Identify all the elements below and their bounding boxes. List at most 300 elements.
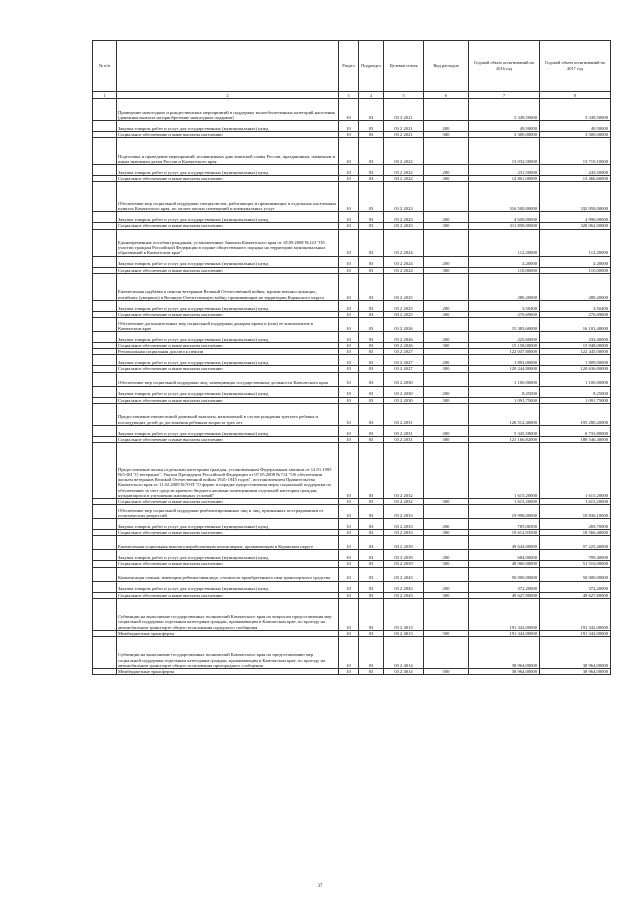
cell-vid: 200	[424, 256, 469, 267]
cell-statya: 03 2 2025	[384, 311, 424, 317]
cell-vid: 200	[424, 212, 469, 223]
cell-statya: 03 2 4014	[384, 669, 424, 675]
cell-vid: 300	[424, 223, 469, 229]
cell-razdel: 10	[339, 182, 359, 212]
cell-vid: 300	[424, 343, 469, 349]
cell-vid: 200	[424, 300, 469, 311]
cell-name: Обеспечение мер социальной поддержки лиц, замещающих государственные должности Камчатского края	[117, 372, 339, 386]
cell-razdel: 10	[339, 99, 359, 121]
cell-index	[93, 581, 117, 592]
cell-statya: 03 2 2023	[384, 212, 424, 223]
cell-razdel: 10	[339, 561, 359, 567]
cell-podrazdel: 03	[359, 349, 384, 355]
cell-2017: 233,40000	[540, 332, 611, 343]
cell-2016: 5 345,58000	[469, 425, 540, 436]
cell-vid	[424, 273, 469, 300]
cell-2016: 15 383,60000	[469, 318, 540, 332]
cell-razdel: 10	[339, 386, 359, 397]
cell-razdel: 10	[339, 366, 359, 372]
cell-name: Компенсация семьям, имеющим ребенка-инвалида, стоимости приобретенного ими транспортного средства	[117, 567, 339, 581]
cell-podrazdel: 03	[359, 311, 384, 317]
table-row	[93, 300, 611, 311]
cell-2017: 8,25000	[540, 386, 611, 397]
cell-razdel: 10	[339, 550, 359, 561]
cell-podrazdel: 03	[359, 138, 384, 165]
cell-name: Закупка товаров, работ и услуг для государственных (муниципальных) нужд	[117, 550, 339, 561]
cell-index	[93, 669, 117, 675]
cell-2016: 38 964,00000	[469, 669, 540, 675]
header-name	[117, 41, 339, 92]
table-row	[93, 138, 611, 165]
cell-vid	[424, 403, 469, 425]
cell-podrazdel: 03	[359, 397, 384, 403]
cell-2017: 38 964,00000	[540, 669, 611, 675]
cell-vid	[424, 505, 469, 519]
table-row	[93, 519, 611, 530]
cell-vid	[424, 536, 469, 550]
column-number-row	[93, 92, 611, 99]
cell-index	[93, 212, 117, 223]
cell-vid	[424, 318, 469, 332]
cell-vid: 300	[424, 592, 469, 598]
cell-name: Социальное обеспечение и иные выплаты населению	[117, 530, 339, 536]
cell-vid: 200	[424, 121, 469, 132]
cell-2017: 276,69600	[540, 311, 611, 317]
cell-2016: 15 158,00000	[469, 343, 540, 349]
cell-name: Социальное обеспечение и иные выплаты населению	[117, 366, 339, 372]
cell-name: Социальное обеспечение и иные выплаты населению	[117, 176, 339, 182]
cell-vid: 200	[424, 332, 469, 343]
cell-2016: 1 100,00000	[469, 372, 540, 386]
cell-statya: 03 2 2022	[384, 165, 424, 176]
col-number: 3	[339, 92, 359, 99]
cell-razdel: 10	[339, 212, 359, 223]
cell-razdel: 10	[339, 372, 359, 386]
cell-2016: 110,00000	[469, 267, 540, 273]
cell-razdel: 10	[339, 138, 359, 165]
cell-vid: 200	[424, 386, 469, 397]
cell-statya: 03 2 2027	[384, 355, 424, 366]
cell-podrazdel: 03	[359, 505, 384, 519]
cell-2016: 3,50400	[469, 300, 540, 311]
cell-2016: 372,20000	[469, 581, 540, 592]
cell-2017: 1 615,20000	[540, 443, 611, 499]
cell-razdel: 10	[339, 598, 359, 630]
cell-vid	[424, 567, 469, 581]
cell-podrazdel: 03	[359, 121, 384, 132]
cell-podrazdel: 03	[359, 630, 384, 636]
cell-statya: 03 2 2024	[384, 229, 424, 256]
cell-vid	[424, 229, 469, 256]
cell-statya: 03 2 2033	[384, 530, 424, 536]
cell-name: Субвенции на выполнение государственных полномочий Камчатского края по предоставлению мер социальной поддержки отдельным категориям граждан, проживающим в Камчатском крае, по проезду на автомобильном транспорте общего пользования пригородного сообщения	[117, 637, 339, 669]
cell-razdel: 10	[339, 530, 359, 536]
cell-index	[93, 182, 117, 212]
cell-vid: 300	[424, 397, 469, 403]
cell-2017: 709,40000	[540, 550, 611, 561]
cell-statya: 03 2 2023	[384, 223, 424, 229]
cell-statya: 03 2 2026	[384, 332, 424, 343]
cell-podrazdel: 03	[359, 386, 384, 397]
cell-podrazdel: 03	[359, 229, 384, 256]
cell-vid: 200	[424, 550, 469, 561]
cell-podrazdel: 03	[359, 223, 384, 229]
col-number: 7	[469, 92, 540, 99]
cell-statya: 03 2 2024	[384, 267, 424, 273]
cell-statya: 03 2 2030	[384, 372, 424, 386]
cell-vid	[424, 598, 469, 630]
budget-sheet	[92, 40, 610, 675]
cell-name: Закупка товаров, работ и услуг для государственных (муниципальных) нужд	[117, 581, 339, 592]
cell-razdel: 10	[339, 630, 359, 636]
cell-2017: 1 809,00000	[540, 355, 611, 366]
cell-statya: 03 2 2039	[384, 561, 424, 567]
header-number: № п/п	[93, 41, 117, 92]
cell-podrazdel: 03	[359, 530, 384, 536]
cell-vid: 300	[424, 176, 469, 182]
cell-2017: 4 896,00000	[540, 212, 611, 223]
cell-name: Закупка товаров, работ и услуг для государственных (муниципальных) нужд	[117, 212, 339, 223]
cell-razdel: 10	[339, 223, 359, 229]
cell-index	[93, 121, 117, 132]
cell-razdel: 10	[339, 343, 359, 349]
table-row	[93, 256, 611, 267]
cell-vid: 300	[424, 561, 469, 567]
cell-vid	[424, 138, 469, 165]
cell-podrazdel: 03	[359, 300, 384, 311]
cell-2017: 120 636,00000	[540, 366, 611, 372]
cell-podrazdel: 03	[359, 355, 384, 366]
cell-razdel: 10	[339, 318, 359, 332]
cell-index	[93, 443, 117, 499]
cell-statya: 03 2 2031	[384, 403, 424, 425]
cell-2016: 49 644,00000	[469, 536, 540, 550]
cell-2017: 1 615,20000	[540, 499, 611, 505]
cell-name: Предоставление жилья отдельным категориям граждан, установленным Федеральным законом от 12.01.1995 №5-ФЗ "О ветеранах", Указом Президента Российской Федерации от 07.05.2008 №714 "Об обеспечении жильем ветеранов Великой Отечественной войны 1941-1945 годов", постановлением Правительства Камчатского края от 11.02.2009 №70-П "О форме и порядке предоставления меры социальной поддержки по обеспечению за счет средств краевого бюджета жилыми помещениями отдельной категории граждан, нуждающихся в улучшении жилищных условий"	[117, 443, 339, 499]
header-statya: Целевая статья	[384, 41, 424, 92]
cell-2017: 112,20000	[540, 229, 611, 256]
cell-vid: 200	[424, 425, 469, 436]
cell-2017: 195 280,20000	[540, 403, 611, 425]
cell-name: Закупка товаров, работ и услуг для государственных (муниципальных) нужд	[117, 332, 339, 343]
cell-name: Социальное обеспечение и иные выплаты населению	[117, 592, 339, 598]
cell-statya: 03 2 2022	[384, 138, 424, 165]
cell-2017: 6 733,80000	[540, 425, 611, 436]
cell-podrazdel: 03	[359, 669, 384, 675]
cell-index	[93, 425, 117, 436]
cell-name: Ежемесячная социальная выплата неработающим пенсионерам, проживающим в Корякском округе	[117, 536, 339, 550]
cell-podrazdel: 03	[359, 165, 384, 176]
cell-index	[93, 99, 117, 121]
cell-2017: 13 466,60000	[540, 176, 611, 182]
cell-name: Обеспечение мер социальной поддержки реабилитированных лиц и лиц, признанных пострадавшими от политических репрессий	[117, 505, 339, 519]
cell-index	[93, 273, 117, 300]
cell-2017: 3 349,50000	[540, 99, 611, 121]
cell-podrazdel: 03	[359, 343, 384, 349]
cell-statya: 03 2 2023	[384, 182, 424, 212]
cell-statya: 03 2 2021	[384, 132, 424, 138]
cell-razdel: 10	[339, 499, 359, 505]
cell-statya: 03 2 2030	[384, 397, 424, 403]
cell-2017: 49,50000	[540, 121, 611, 132]
cell-name: Социальное обеспечение и иные выплаты населению	[117, 267, 339, 273]
cell-statya: 03 2 2026	[384, 318, 424, 332]
cell-name: Социальное обеспечение и иные выплаты населению	[117, 223, 339, 229]
cell-statya: 03 2 4013	[384, 630, 424, 636]
cell-name: Обеспечение дополнительных мер социальной поддержки донорам крови и (или) ее компонентов в Камчатском крае	[117, 318, 339, 332]
cell-statya: 03 2 2043	[384, 581, 424, 592]
table-row	[93, 229, 611, 256]
cell-podrazdel: 03	[359, 372, 384, 386]
col-number: 6	[424, 92, 469, 99]
cell-statya: 03 2 2043	[384, 592, 424, 598]
cell-name: Социальное обеспечение и иные выплаты населению	[117, 397, 339, 403]
cell-statya: 03 2 2032	[384, 499, 424, 505]
cell-statya: 03 2 2039	[384, 550, 424, 561]
cell-razdel: 10	[339, 567, 359, 581]
cell-podrazdel: 03	[359, 567, 384, 581]
cell-vid	[424, 443, 469, 499]
cell-name: Межбюджетные трансферты	[117, 669, 339, 675]
cell-statya: 03 2 2031	[384, 425, 424, 436]
cell-2017: 3 300,00000	[540, 132, 611, 138]
cell-name: Закупка товаров, работ и услуг для государственных (муниципальных) нужд	[117, 386, 339, 397]
cell-2016: 121 166,82000	[469, 436, 540, 442]
cell-podrazdel: 03	[359, 499, 384, 505]
cell-index	[93, 386, 117, 397]
cell-2016: 191 342,00000	[469, 630, 540, 636]
cell-2016: 785,06500	[469, 519, 540, 530]
cell-podrazdel: 03	[359, 366, 384, 372]
cell-name: Ежемесячная надбавка к пенсии ветеранам Великой Отечественной войны, вдовам военнослужащих, погибших (умерших) в Великую Отечественную войну, проживающим на территории Корякского округа	[117, 273, 339, 300]
cell-2016: 1 615,20000	[469, 499, 540, 505]
cell-index	[93, 165, 117, 176]
cell-index	[93, 550, 117, 561]
cell-name: Закупка товаров, работ и услуг для государственных (муниципальных) нужд	[117, 300, 339, 311]
header-podrazdel: Подраздел	[359, 41, 384, 92]
table-row	[93, 121, 611, 132]
cell-2016: 3 300,00000	[469, 132, 540, 138]
cell-name: Межбюджетные трансферты	[117, 630, 339, 636]
cell-2017: 15 948,00000	[540, 343, 611, 349]
cell-index	[93, 519, 117, 530]
table-row	[93, 443, 611, 499]
cell-razdel: 10	[339, 436, 359, 442]
cell-statya: 03 2 2025	[384, 300, 424, 311]
cell-vid	[424, 182, 469, 212]
cell-name: Социальное обеспечение и иные выплаты населению	[117, 343, 339, 349]
table-row	[93, 598, 611, 630]
table-row	[93, 403, 611, 425]
cell-2016: 19 612,93500	[469, 530, 540, 536]
cell-razdel: 10	[339, 397, 359, 403]
cell-2017: 191 342,00000	[540, 598, 611, 630]
cell-2016: 2,20000	[469, 256, 540, 267]
cell-statya: 03 2 2025	[384, 273, 424, 300]
cell-2016: 50 000,00000	[469, 567, 540, 581]
cell-2016: 122 047,80000	[469, 349, 540, 355]
cell-podrazdel: 03	[359, 436, 384, 442]
cell-name: Закупка товаров, работ и услуг для государственных (муниципальных) нужд	[117, 519, 339, 530]
cell-vid: 200	[424, 355, 469, 366]
cell-2017: 191 342,00000	[540, 630, 611, 636]
cell-vid	[424, 637, 469, 669]
cell-podrazdel: 03	[359, 318, 384, 332]
cell-razdel: 10	[339, 300, 359, 311]
cell-2017: 280,20000	[540, 273, 611, 300]
cell-2016: 225,60000	[469, 332, 540, 343]
cell-2017: 1 091,75000	[540, 397, 611, 403]
cell-razdel: 10	[339, 592, 359, 598]
cell-name: Субвенции на выполнение государственных полномочий Камчатского края по вопросам предоставления мер социальной поддержки отдельным категориям граждан, проживающим в Камчатском крае, по проезду на автомобильном транспорте общего пользования городского сообщения	[117, 598, 339, 630]
cell-statya: 03 2 2033	[384, 505, 424, 519]
cell-vid: 300	[424, 436, 469, 442]
cell-razdel: 10	[339, 637, 359, 669]
cell-2017: 1 100,00000	[540, 372, 611, 386]
cell-podrazdel: 03	[359, 403, 384, 425]
cell-2017: 332 958,00000	[540, 182, 611, 212]
cell-razdel: 10	[339, 229, 359, 256]
table-row	[93, 273, 611, 300]
cell-razdel: 10	[339, 256, 359, 267]
cell-2016: 13 032,50000	[469, 138, 540, 165]
budget-table	[92, 40, 611, 675]
cell-razdel: 10	[339, 121, 359, 132]
cell-statya: 03 2 2021	[384, 99, 424, 121]
cell-name: Закупка товаров, работ и услуг для государственных (муниципальных) нужд	[117, 355, 339, 366]
cell-vid: 300	[424, 311, 469, 317]
table-row	[93, 550, 611, 561]
cell-razdel: 10	[339, 332, 359, 343]
table-row	[93, 182, 611, 212]
cell-razdel: 10	[339, 403, 359, 425]
cell-razdel: 10	[339, 536, 359, 550]
cell-podrazdel: 03	[359, 443, 384, 499]
cell-2016: 49 627,80000	[469, 592, 540, 598]
cell-vid: 300	[424, 530, 469, 536]
cell-index	[93, 256, 117, 267]
col-number: 4	[359, 92, 384, 99]
cell-2017: 50 000,00000	[540, 567, 611, 581]
header-razdel: Раздел	[339, 41, 359, 92]
table-row	[93, 669, 611, 675]
cell-vid: 200	[424, 165, 469, 176]
cell-vid: 200	[424, 581, 469, 592]
cell-name: Закупка товаров, работ и услуг для государственных (муниципальных) нужд	[117, 121, 339, 132]
header-vid: Вид расходов	[424, 41, 469, 92]
cell-razdel: 10	[339, 273, 359, 300]
cell-statya: 03 2 2033	[384, 519, 424, 530]
cell-2016: 48 960,00000	[469, 561, 540, 567]
header-row	[93, 41, 611, 92]
cell-podrazdel: 03	[359, 267, 384, 273]
cell-podrazdel: 03	[359, 256, 384, 267]
cell-razdel: 10	[339, 443, 359, 499]
cell-podrazdel: 03	[359, 332, 384, 343]
table-row	[93, 505, 611, 519]
cell-index	[93, 403, 117, 425]
cell-2016: 38 964,00000	[469, 637, 540, 669]
cell-name: Подготовка и проведение мероприятий, посвященных дню воинской славы России, праздничным, памятным и иным значимым датам России и Камчатского края	[117, 138, 339, 165]
cell-2016: 1 091,75000	[469, 397, 540, 403]
table-row	[93, 386, 611, 397]
table-row	[93, 355, 611, 366]
cell-2016: 191 342,00000	[469, 598, 540, 630]
cell-2016: 684,00000	[469, 550, 540, 561]
cell-2016: 19 998,00000	[469, 505, 540, 519]
cell-podrazdel: 03	[359, 592, 384, 598]
table-row	[93, 581, 611, 592]
cell-2016: 316 500,00000	[469, 182, 540, 212]
cell-name: Проведение новогодних и рождественских мероприятий в поддержку малообеспеченных категорий населения (денежная выплата на приобретение новогодних подарков)	[117, 99, 339, 121]
cell-name: Предоставление ежемесячной денежной выплаты, назначаемой в случае рождения третьего ребенка и последующих детей до достижения ребенком возраста трех лет	[117, 403, 339, 425]
cell-statya: 03 2 2024	[384, 256, 424, 267]
cell-2017: 16 181,40000	[540, 318, 611, 332]
cell-2017: 188 546,40000	[540, 436, 611, 442]
cell-2016: 4 650,00000	[469, 212, 540, 223]
cell-razdel: 10	[339, 505, 359, 519]
cell-2017: 110,00000	[540, 267, 611, 273]
cell-name: Социальное обеспечение и иные выплаты населению	[117, 132, 339, 138]
cell-podrazdel: 03	[359, 182, 384, 212]
cell-statya: 03 2 2031	[384, 436, 424, 442]
cell-razdel: 10	[339, 581, 359, 592]
cell-2016: 8,25000	[469, 386, 540, 397]
cell-2017: 2,20000	[540, 256, 611, 267]
cell-vid: 500	[424, 669, 469, 675]
cell-2017: 328 062,00000	[540, 223, 611, 229]
cell-2016: 280,20000	[469, 273, 540, 300]
col-number: 2	[117, 92, 339, 99]
cell-podrazdel: 03	[359, 550, 384, 561]
cell-2016: 1 615,20000	[469, 443, 540, 499]
header-2017: Годовой объем ассигнований на 2017 год	[540, 41, 611, 92]
cell-vid: 500	[424, 630, 469, 636]
page-number: 37	[317, 884, 323, 889]
cell-podrazdel: 03	[359, 519, 384, 530]
cell-index	[93, 138, 117, 165]
table-row	[93, 637, 611, 669]
cell-vid: 300	[424, 132, 469, 138]
cell-index	[93, 318, 117, 332]
cell-name: Социальное обеспечение и иные выплаты населению	[117, 311, 339, 317]
cell-statya: 03 2 2039	[384, 536, 424, 550]
cell-2016: 231,50000	[469, 165, 540, 176]
table-row	[93, 165, 611, 176]
cell-razdel: 10	[339, 425, 359, 436]
cell-name: Социальное обеспечение и иные выплаты населению	[117, 499, 339, 505]
cell-vid: 300	[424, 267, 469, 273]
table-row	[93, 372, 611, 386]
cell-index	[93, 372, 117, 386]
cell-podrazdel: 03	[359, 536, 384, 550]
cell-name: Социальное обеспечение и иные выплаты населению	[117, 436, 339, 442]
cell-statya: 03 2 2022	[384, 176, 424, 182]
cell-name: Закупка товаров, работ и услуг для государственных (муниципальных) нужд	[117, 425, 339, 436]
table-row	[93, 536, 611, 550]
cell-index	[93, 332, 117, 343]
cell-index	[93, 300, 117, 311]
cell-index	[93, 567, 117, 581]
cell-statya: 03 2 2021	[384, 121, 424, 132]
cell-razdel: 10	[339, 519, 359, 530]
cell-razdel: 10	[339, 355, 359, 366]
cell-statya: 03 2 4014	[384, 637, 424, 669]
table-row	[93, 318, 611, 332]
cell-podrazdel: 03	[359, 425, 384, 436]
cell-2017: 269,70000	[540, 519, 611, 530]
cell-razdel: 10	[339, 165, 359, 176]
